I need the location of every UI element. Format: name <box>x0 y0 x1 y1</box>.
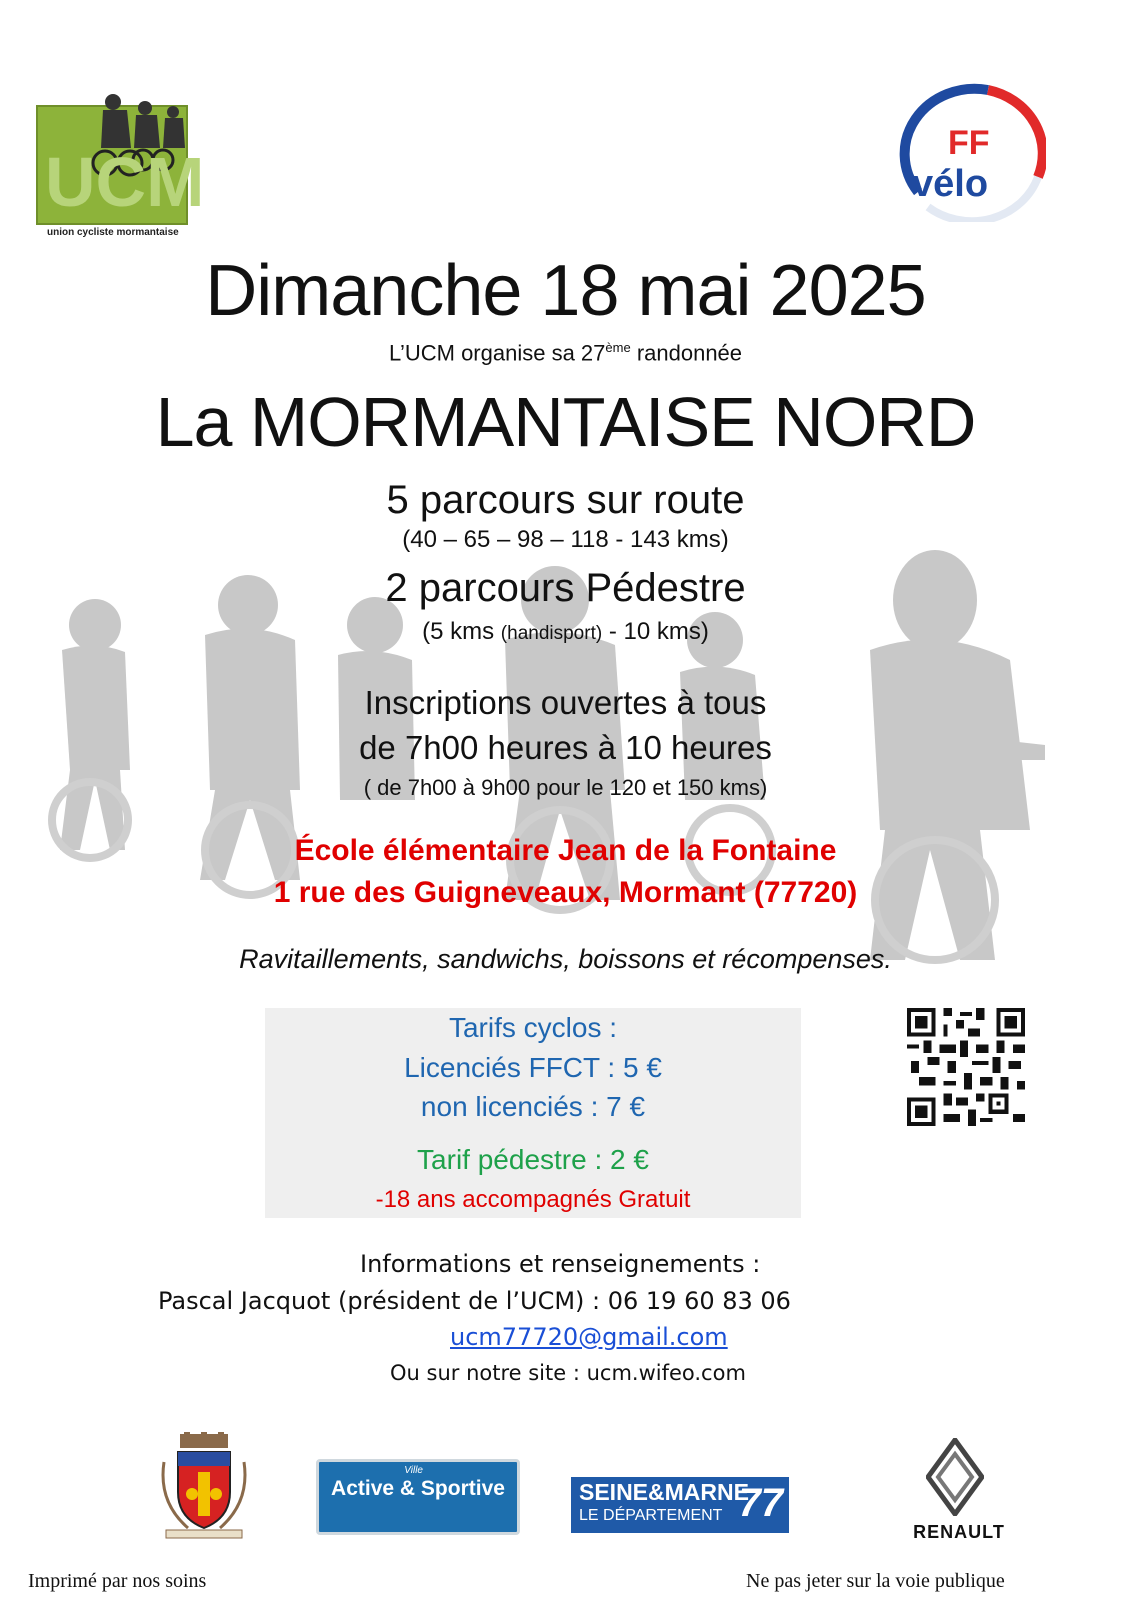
footer-printed-by: Imprimé par nos soins <box>28 1570 207 1592</box>
event-name: La MORMANTAISE NORD <box>155 383 976 461</box>
location-school: École élémentaire Jean de la Fontaine <box>294 834 837 867</box>
footer-do-not-litter: Ne pas jeter sur la voie publique <box>746 1570 1005 1592</box>
registration-line-3: ( de 7h00 à 9h00 pour le 120 et 150 kms) <box>363 775 768 800</box>
qr-code[interactable] <box>907 1008 1025 1126</box>
contact-website: Ou sur notre site : ucm.wifeo.com <box>390 1361 746 1385</box>
tarif-walk: Tarif pédestre : 2 € <box>417 1144 649 1175</box>
tarif-unlicensed: non licenciés : 7 € <box>420 1091 646 1122</box>
ucm-logo-letters: UCM <box>45 143 205 221</box>
road-routes-title: 5 parcours sur route <box>386 478 745 522</box>
contact-heading: Informations et renseignements : <box>360 1250 761 1278</box>
active-ville-label: Ville <box>404 1465 423 1476</box>
ffvelo-ff-text: FF <box>948 124 990 162</box>
event-date: Dimanche 18 mai 2025 <box>205 251 926 331</box>
walk-routes-title: 2 parcours Pédestre <box>385 566 746 610</box>
organise-suffix: randonnée <box>630 340 743 366</box>
renault-wordmark: RENAULT <box>913 1522 1005 1542</box>
mormant-crest-logo <box>158 1432 250 1542</box>
ffvelo-velo-text: vélo <box>912 163 989 205</box>
seine-main-text: SEINE&MARNE <box>579 1479 749 1505</box>
organise-line <box>0 340 1131 366</box>
seine-77-text: 77 <box>738 1481 783 1525</box>
walk-routes-distances <box>0 618 1131 646</box>
active-sportive-text: Active & Sportive <box>331 1477 505 1500</box>
seine-sub-text: LE DÉPARTEMENT <box>579 1507 723 1524</box>
contact-president: Pascal Jacquot (président de l’UCM) : 06 19 60 83 06 <box>158 1287 791 1315</box>
seine-et-marne-logo <box>571 1477 789 1533</box>
tarifs-title: Tarifs cyclos : <box>448 1012 618 1043</box>
registration-line-2: de 7h00 heures à 10 heures <box>359 729 772 766</box>
walk-dist-handisport: (handisport) <box>500 623 603 644</box>
supplies-line: Ravitaillements, sandwichs, boissons et récompenses. <box>239 944 892 974</box>
organise-superscript: ème <box>605 340 631 355</box>
renault-diamond-logo <box>926 1438 984 1516</box>
registration-line-1: Inscriptions ouvertes à tous <box>364 684 767 721</box>
location-address: 1 rue des Guigneveaux, Mormant (77720) <box>273 876 858 909</box>
contact-email-link[interactable]: ucm77720@gmail.com <box>450 1323 728 1351</box>
organise-prefix: L’UCM organise sa 27 <box>388 340 606 366</box>
walk-dist-part1: (5 kms <box>422 618 501 645</box>
active-sportive-logo <box>316 1459 520 1535</box>
ucm-club-logo <box>35 88 205 238</box>
ucm-logo-caption: union cycliste mormantaise <box>47 227 179 238</box>
tarif-minors: -18 ans accompagnés Gratuit <box>375 1186 691 1213</box>
road-routes-distances: (40 – 65 – 98 – 118 - 143 kms) <box>402 526 729 553</box>
ffvelo-logo <box>888 82 1046 222</box>
tarif-licensed: Licenciés FFCT : 5 € <box>404 1052 662 1083</box>
walk-dist-part3: - 10 kms) <box>602 618 709 645</box>
